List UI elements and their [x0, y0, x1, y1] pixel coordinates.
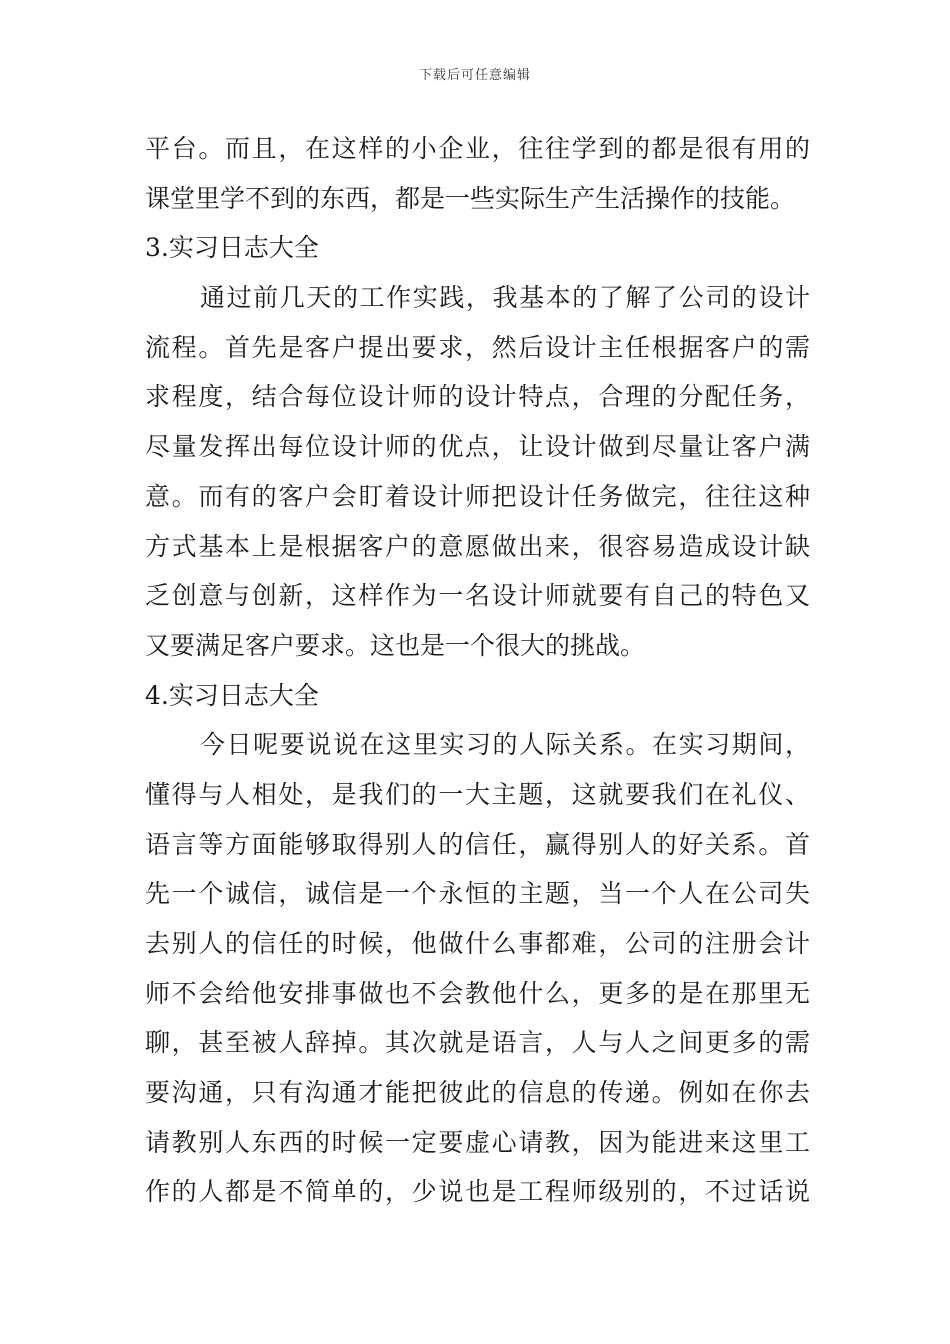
- text-line: 意。而有的客户会盯着设计师把设计任务做完，往往这种: [145, 481, 810, 511]
- text-line: 师不会给他安排事做也不会教他什么，更多的是在那里无: [145, 978, 810, 1008]
- paragraph-first-line: 通过前几天的工作实践，我基本的了解了公司的设计: [200, 283, 810, 313]
- text-line: 去别人的信任的时候，他做什么事都难，公司的注册会计: [145, 929, 810, 958]
- text-line: 方式基本上是根据客户的意愿做出来，很容易造成设计缺: [145, 531, 810, 561]
- text-line: 要沟通，只有沟通才能把彼此的信息的传递。例如在你去: [145, 1078, 810, 1108]
- text-line: 先一个诚信，诚信是一个永恒的主题，当一个人在公司失: [145, 879, 810, 909]
- text-line: 平台。而且，在这样的小企业，往往学到的都是很有用的: [145, 134, 810, 163]
- text-line: 语言等方面能够取得别人的信任，赢得别人的好关系。首: [145, 829, 810, 859]
- text-line: 聊，甚至被人辞掉。其次就是语言，人与人之间更多的需: [145, 1028, 810, 1058]
- section-heading: 4.实习日志大全: [145, 680, 319, 710]
- paragraph-first-line: 今日呢要说说在这里实习的人际关系。在实习期间，: [200, 730, 810, 760]
- text-line: 乏创意与创新，这样作为一名设计师就要有自己的特色又: [145, 581, 810, 611]
- text-line: 又要满足客户要求。这也是一个很大的挑战。: [145, 630, 646, 660]
- text-line: 课堂里学不到的东西，都是一些实际生产生活操作的技能。: [145, 183, 796, 213]
- text-line: 请教别人东西的时候一定要虚心请教，因为能进来这里工: [145, 1127, 810, 1157]
- text-line: 流程。首先是客户提出要求，然后设计主任根据客户的需: [145, 332, 810, 362]
- text-line: 尽量发挥出每位设计师的优点，让设计做到尽量让客户满: [145, 432, 810, 462]
- body-text: [145, 124, 810, 1217]
- page-header: 下载后可任意编辑: [418, 68, 531, 83]
- section-heading: 3.实习日志大全: [145, 233, 319, 263]
- text-line: 作的人都是不简单的，少说也是工程师级别的，不过话说: [145, 1177, 810, 1207]
- text-line: 求程度，结合每位设计师的设计特点，合理的分配任务，: [145, 382, 810, 412]
- text-line: 懂得与人相处，是我们的一大主题，这就要我们在礼仪、: [145, 779, 810, 809]
